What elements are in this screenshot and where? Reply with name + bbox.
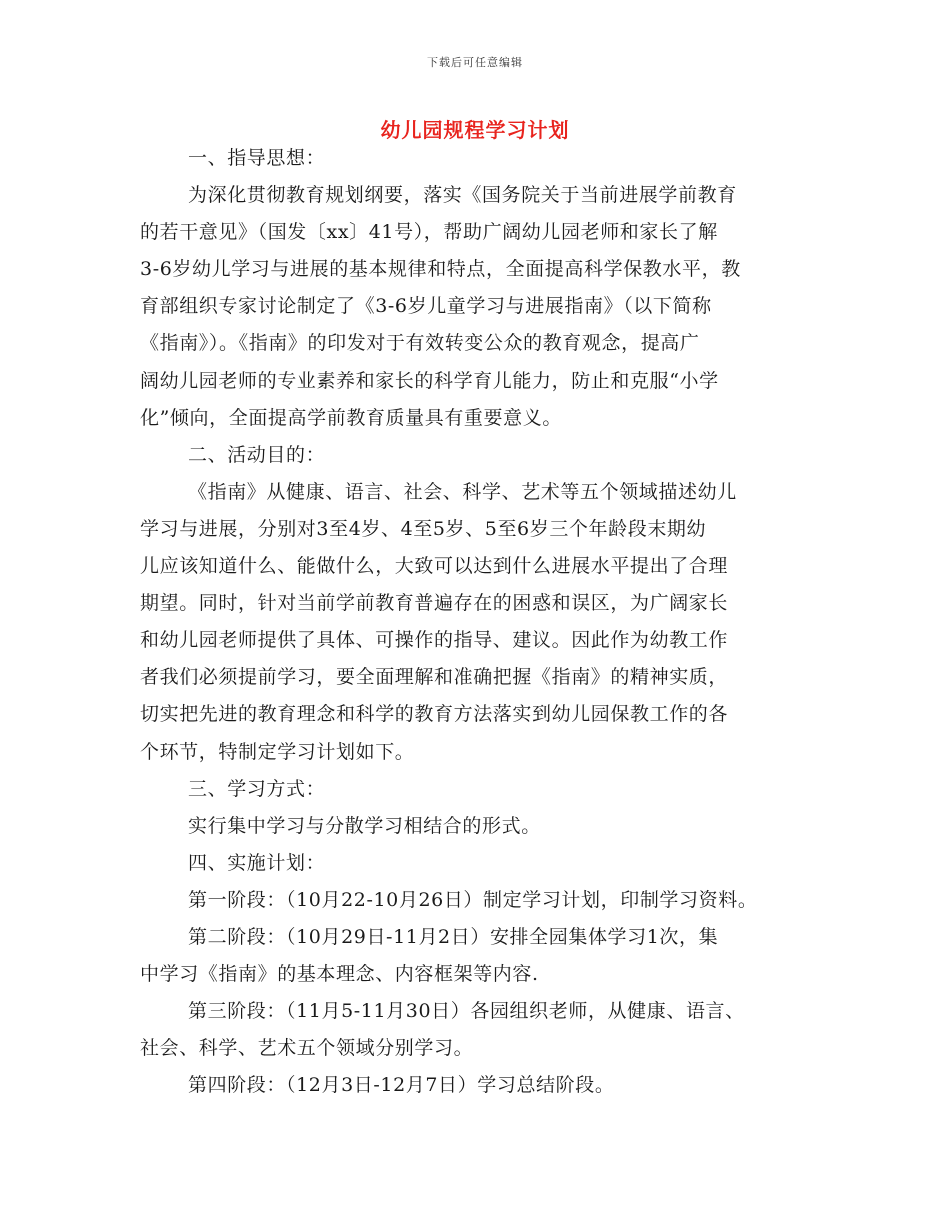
text-line: 四、实施计划： [188,851,326,874]
text-line: 三、学习方式： [188,777,326,800]
text-line: 第三阶段：（11月5-11月30日）各园组织老师，从健康、语言、 [188,1000,745,1023]
text-line: 中学习《指南》的基本理念、内容框架等内容. [140,963,539,986]
text-line: 一、指导思想： [188,147,326,169]
document-title: 幼儿园规程学习计划 [380,118,570,142]
text-line: 为深化贯彻教育规划纲要，落实《国务院关于当前进展学前教育 [188,184,737,207]
text-line: 3-6岁幼儿学习与进展的基本规律和特点，全面提高科学保教水平，教 [140,258,741,281]
text-line: 育部组织专家讨论制定了《3-6岁儿童学习与进展指南》（以下简称 [140,295,712,318]
text-line: 的若干意见》（国发〔xx〕41号），帮助广阔幼儿园老师和家长了解 [140,221,718,244]
text-line: 学习与进展，分别对3至4岁、4至5岁、5至6岁三个年龄段末期幼 [140,517,707,540]
text-line: 第二阶段：（10月29日-11月2日）安排全园集体学习1次，集 [188,925,719,948]
text-line: 切实把先进的教育理念和科学的教育方法落实到幼儿园保教工作的各 [140,703,729,726]
text-line: 儿应该知道什么、能做什么，大致可以达到什么进展水平提出了合理 [140,555,729,578]
text-line: 二、活动目的： [188,443,326,466]
text-line: 社会、科学、艺术五个领域分别学习。 [140,1037,474,1060]
text-line: 实行集中学习与分散学习相结合的形式。 [188,814,541,837]
text-line: 第四阶段：（12月3日-12月7日）学习总结阶段。 [188,1074,615,1097]
text-line: 《指南》从健康、语言、社会、科学、艺术等五个领域描述幼儿 [188,480,737,503]
text-line: 期望。同时，针对当前学前教育普遍存在的困惑和误区，为广阔家长 [140,592,729,615]
header-note: 下载后可任意编辑 [427,56,523,69]
text-line: 和幼儿园老师提供了具体、可操作的指导、建议。因此作为幼教工作 [140,629,729,652]
text-line: 《指南》）。《指南》的印发对于有效转变公众的教育观念，提高广 [140,332,700,355]
text-line: 化”倾向，全面提高学前教育质量具有重要意义。 [140,406,562,429]
text-line: 个环节，特制定学习计划如下。 [140,740,415,763]
text-line: 第一阶段：（10月22-10月26日）制定学习计划，印制学习资料。 [188,888,758,911]
text-line: 阔幼儿园老师的专业素养和家长的科学育儿能力，防止和克服“小学 [140,369,719,392]
text-line: 者我们必须提前学习，要全面理解和准确把握《指南》的精神实质， [140,666,729,689]
document-body [140,140,830,1104]
